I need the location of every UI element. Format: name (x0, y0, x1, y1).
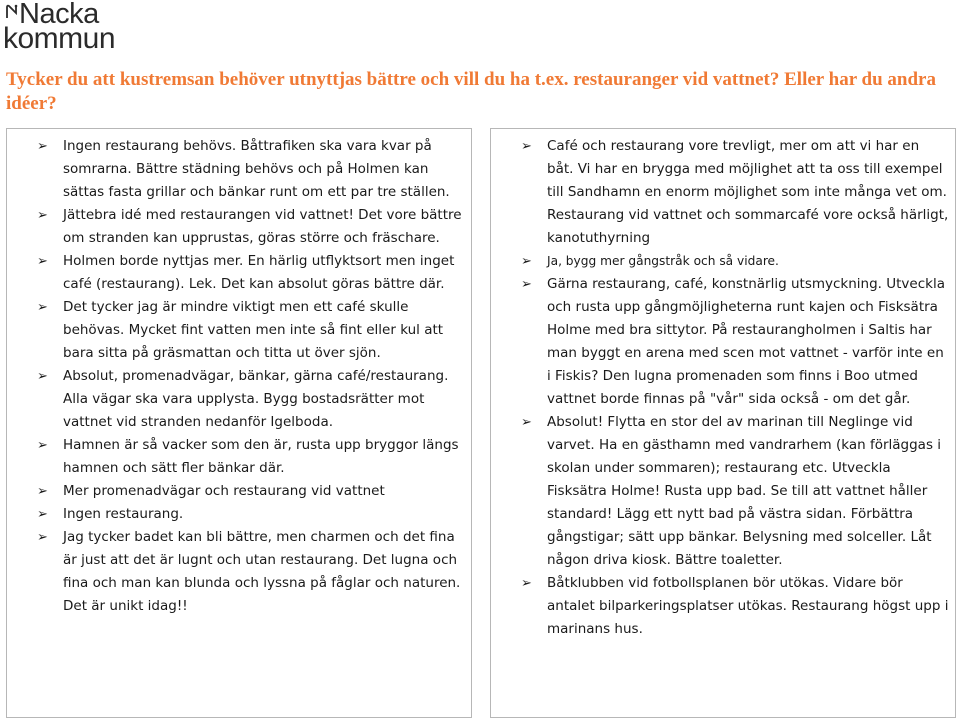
nacka-kommun-logo (3, 2, 115, 56)
response-item: ➢ Jag tycker badet kan bli bättre, men charmen och det fina är just att det är lugnt och utan restaurang. Det lugna och fina och man kan blunda och lyssna på fåglar och naturen. Det är unikt idag!! (7, 526, 465, 618)
arrowhead-bullet-icon: ➢ (37, 438, 48, 453)
survey-question: Tycker du att kustremsan behöver utnyttjas bättre och vill du ha t.ex. restauranger vid vattnet? Eller har du andra idéer? (6, 69, 936, 114)
arrowhead-bullet-icon: ➢ (37, 530, 48, 545)
arrowhead-bullet-icon: ➢ (37, 507, 48, 522)
left-response-box (6, 128, 472, 718)
response-item: ➢ Jättebra idé med restaurangen vid vattnet! Det vore bättre om stranden kan upprustas, göras större och fräschare. (7, 204, 465, 250)
response-item: ➢ Gärna restaurang, café, konstnärlig utsmyckning. Utveckla och rusta upp gångmöjligheterna runt kajen och Fisksätra Holme med bra sittytor. På restaurangholmen i Saltis har man byggt en arena med scen mot vattnet - varför inte en i Fiskis? Den lugna promenaden som finns i Boo utmed vattnet borde finnas på "vår" sida också - om det går. (491, 273, 949, 411)
response-item: ➢ Holmen borde nyttjas mer. En härlig utflyktsort men inget café (restaurang). Lek. Det kan absolut göras bättre där. (7, 250, 465, 296)
arrowhead-bullet-icon: ➢ (37, 139, 48, 154)
arrowhead-bullet-icon: ➢ (37, 369, 48, 384)
left-response-list (7, 135, 465, 618)
arrowhead-bullet-icon: ➢ (37, 300, 48, 315)
response-item: ➢ Båtklubben vid fotbollsplanen bör utökas. Vidare bör antalet bilparkeringsplatser utökas. Restaurang högst upp i marinans hus. (491, 572, 949, 641)
logo-line-2: kommun (3, 22, 116, 55)
response-item: ➢ Mer promenadvägar och restaurang vid vattnet (7, 480, 465, 503)
response-item: ➢ Ja, bygg mer gångstråk och så vidare. (491, 250, 949, 273)
arrowhead-bullet-icon: ➢ (521, 139, 532, 154)
response-item: ➢ Ingen restaurang. (7, 503, 465, 526)
right-response-box (490, 128, 956, 718)
response-item: ➢ Ingen restaurang behövs. Båttrafiken ska vara kvar på somrarna. Bättre städning behövs och på Holmen kan sättas fasta grillar och bänkar runt om ett par tre ställen. (7, 135, 465, 204)
logo-line-1: Nacka (19, 0, 99, 30)
arrowhead-bullet-icon: ➢ (521, 277, 532, 292)
response-item: ➢ Hamnen är så vacker som den är, rusta upp bryggor längs hamnen och sätt fler bänkar där. (7, 434, 465, 480)
arrowhead-bullet-icon: ➢ (37, 208, 48, 223)
arrowhead-bullet-icon: ➢ (521, 415, 532, 430)
response-item: ➢ Absolut! Flytta en stor del av marinan till Neglinge vid varvet. Ha en gästhamn med vandrarhem (kan förläggas i skolan under sommaren); restaurang etc. Utveckla Fisksätra Holme! Rusta upp bad. Se till att vattnet håller standard! Lägg ett nytt bad på västra sidan. Förbättra gångstigar; sätt upp bänkar. Belysning med solceller. Låt någon driva kiosk. Bättre toaletter. (491, 411, 949, 572)
response-item: ➢ Det tycker jag är mindre viktigt men ett café skulle behövas. Mycket fint vatten men inte så fint eller kul att bara sitta på gräsmattan och titta ut över sjön. (7, 296, 465, 365)
arrowhead-bullet-icon: ➢ (521, 254, 532, 269)
response-item: ➢ Café och restaurang vore trevligt, mer om att vi har en båt. Vi har en brygga med möjlighet att ta oss till exempel till Sandhamn en enorm möjlighet som inte många vet om. Restaurang vid vattnet och sommarcafé vore också härligt, kanotuthyrning (491, 135, 949, 250)
arrowhead-bullet-icon: ➢ (37, 254, 48, 269)
logo-bird-icon (5, 4, 19, 20)
response-item: ➢ Absolut, promenadvägar, bänkar, gärna café/restaurang. Alla vägar ska vara upplysta. Bygg bostadsrätter mot vattnet vid stranden nedanför Igelboda. (7, 365, 465, 434)
arrowhead-bullet-icon: ➢ (521, 576, 532, 591)
arrowhead-bullet-icon: ➢ (37, 484, 48, 499)
right-response-list (491, 135, 949, 641)
